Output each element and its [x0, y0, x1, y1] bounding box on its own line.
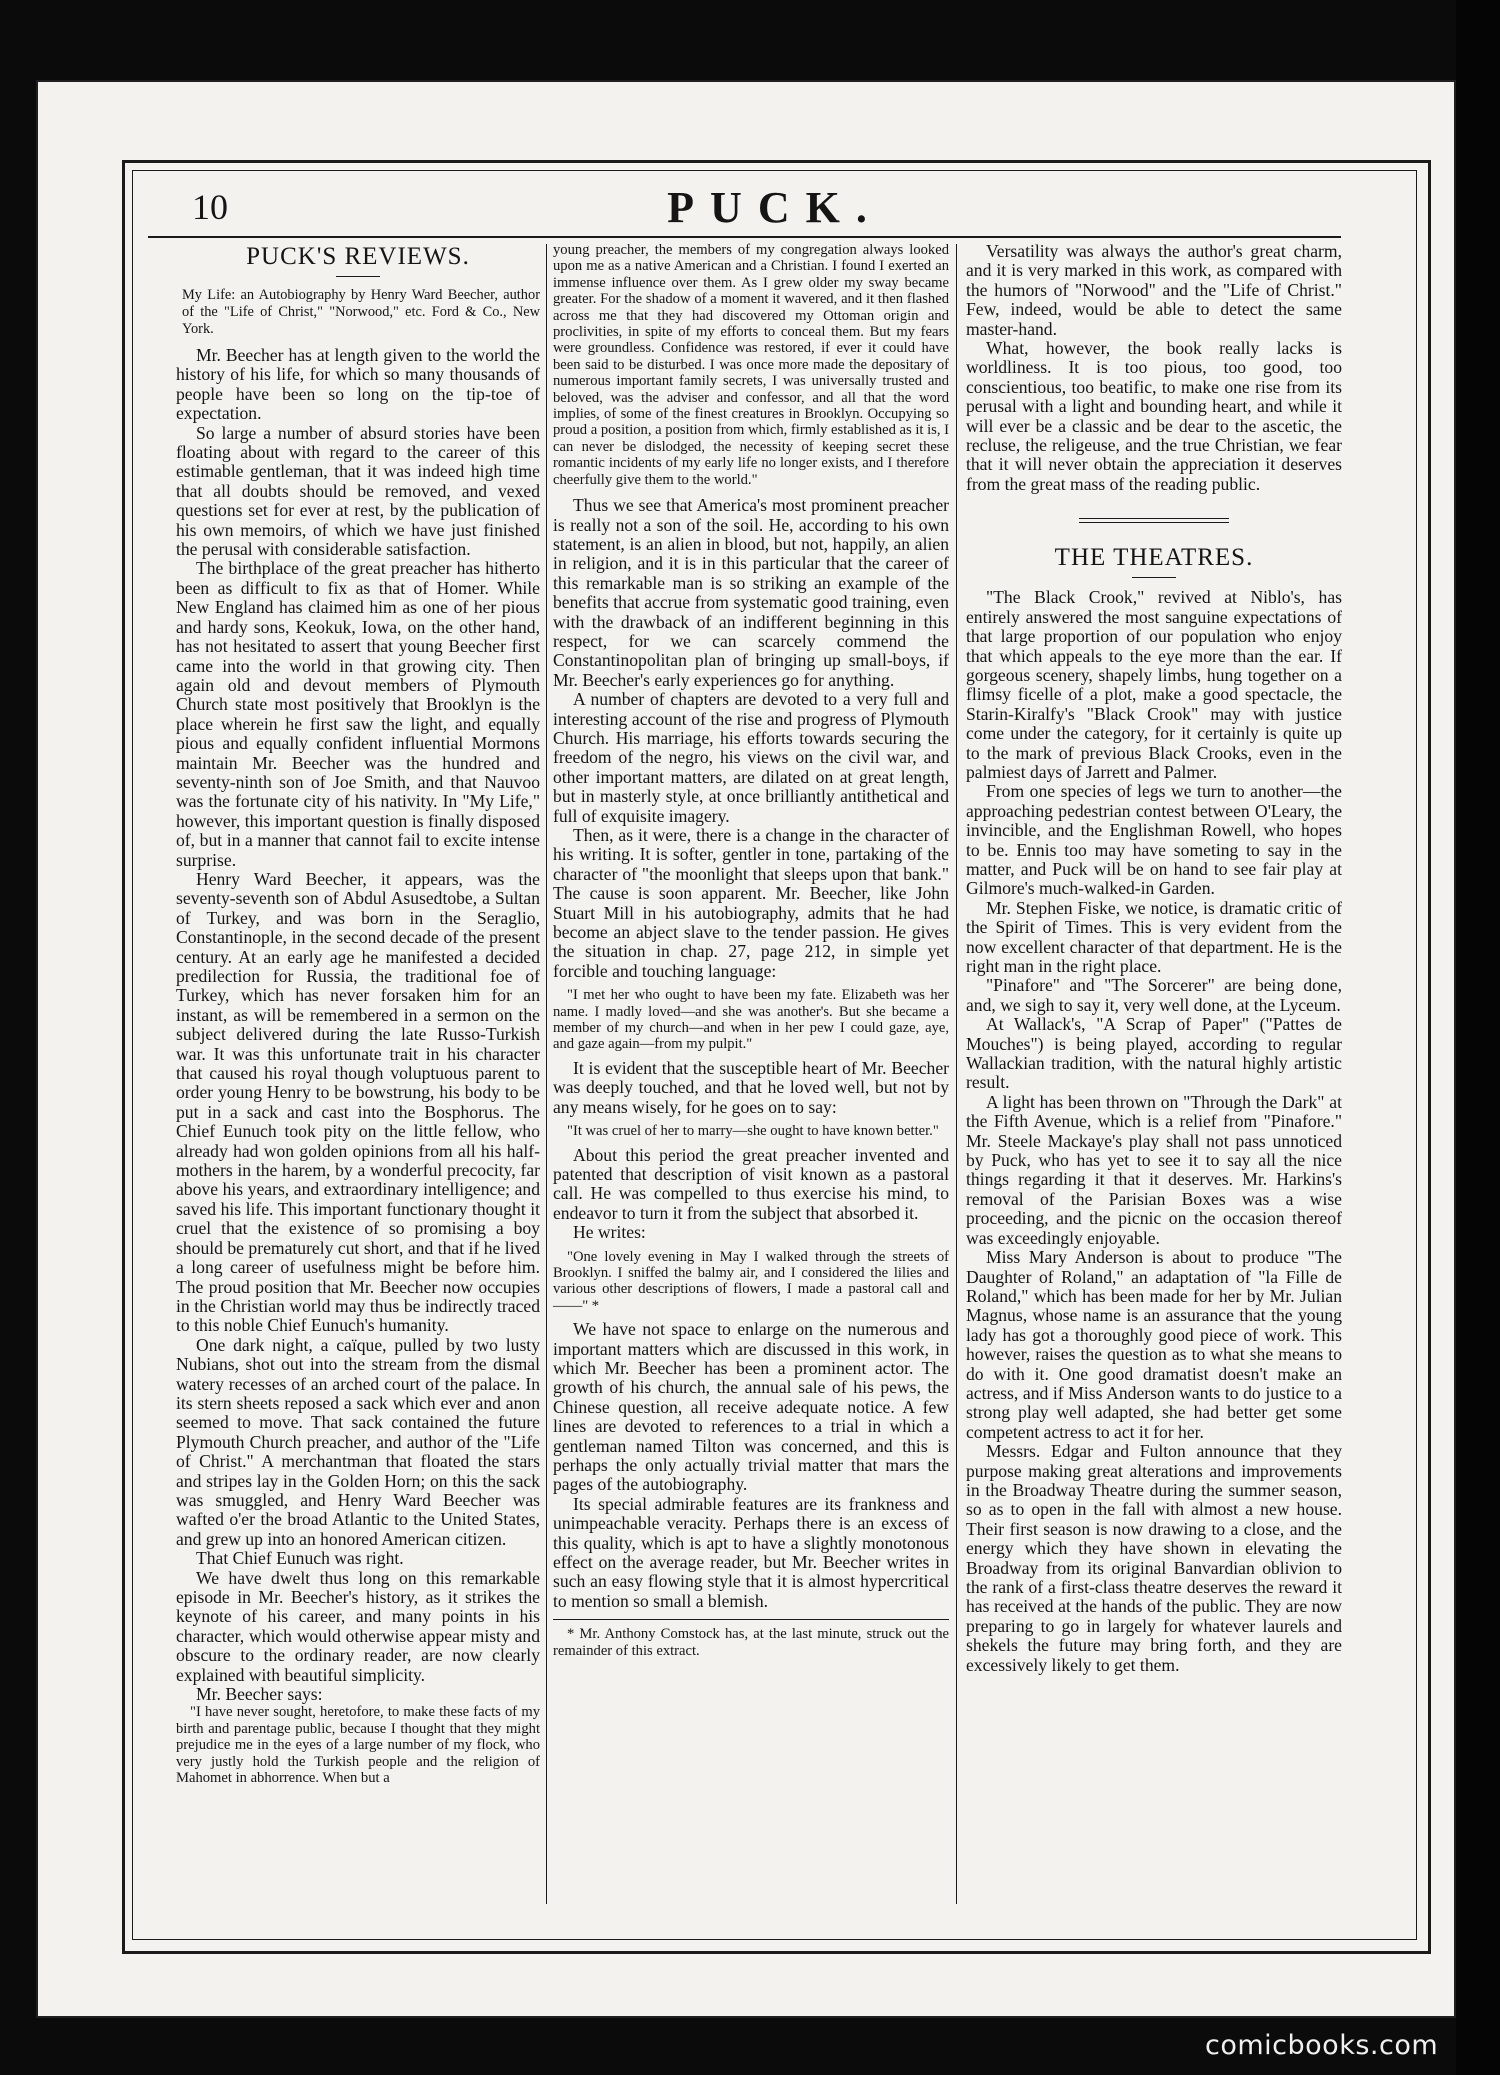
article-paragraph: Messrs. Edgar and Fulton announce that they purpose making great alterations and improvements in the Broadway Theatre during the summer season, so as to open in the fall with almost a new house. Their first season is now drawing to a close, and the energy which they have shown in elevating the Broadway from its original Banvardian oblivion to the rank of a first-class theatre deserves the reward it has received at the hands of the public. They are now preparing to go in largely for whatever laurels and shekels the future may bring forth, and they are excessively likely to get them. [966, 1441, 1342, 1675]
article-paragraph: Miss Mary Anderson is about to produce "The Daughter of Roland," an adaptation of "la Fille de Roland," which has been made for her by Mr. Julian Magnus, whose name is an assurance that the young lady has got a thoroughly good piece of work. This however, raises the question as to what she means to do with it. One good dramatist doesn't make an actress, and if Miss Anderson wants to do justice to a strong play well adapted, she had better get some competent actress to act it for her. [966, 1247, 1342, 1442]
article-paragraph: He writes: [573, 1222, 646, 1243]
article-paragraph: Henry Ward Beecher, it appears, was the seventy-seventh son of Abdul Asusedtobe, a Sultan of Turkey, and was born in the Seraglio, Constantinople, in the second decade of the present century. At an early age he manifested a decided predilection for Russia, the traditional foe of Turkey, which has never forsaken him for an instant, as will be remembered in a sermon on the subject delivered during the late Russo-Turkish war. It was this unfortunate trait in his character that caused his royal though voluptuous parent to order young Henry to be bowstrung, his body to be put in a sack and cast into the Bosphorus. The Chief Eunuch took pity on the little fellow, who already had won golden opinions from all his half-mothers in the harem, by a wonderful precocity, far above his years, and extraordinary intelligence; and saved his life. This important functionary thought it cruel that the existence of so promising a boy should be prematurely cut short, and that if he lived a long career of usefulness might be before him. The proud position that Mr. Beecher now occupies in the Christian world may thus be indirectly traced to this noble Chief Eunuch's humanity. [176, 868, 540, 1336]
article-paragraph: What, however, the book really lacks is worldliness. It is too pious, too good, too conscientious, too beatific, to make one rise from its perusal with a light and bounding heart, and while it will ever be a classic and be dear to the ascetic, the recluse, the religeuse, and the true Christian, we fear that it will never obtain the appreciation it deserves from the great mass of the reading public. [966, 338, 1342, 494]
title-rule [1132, 577, 1176, 578]
article-paragraph: At Wallack's, "A Scrap of Paper" ("Pattes de Mouches") is being played, according to regular Wallackian tradition, with the natural highly artistic result. [966, 1014, 1342, 1093]
article-paragraph: Thus we see that America's most prominent preacher is really not a son of the soil. He, according to his own statement, is an alien in blood, but not, happily, an alien in religion, and it is in this particular that the career of this remarkable man is so striking an example of the benefits that accrue from systematic good training, even with the drawback of an indifferent beginning in this respect, for we can scarcely commend the Constantinopolitan plan of bringing up small-boys, if Mr. Beecher's early experiences go for anything. [553, 495, 949, 690]
article-paragraph: Mr. Stephen Fiske, we notice, is dramatic critic of the Spirit of Times. This is very evident from the now excellent character of that department. He is the right man in the right place. [966, 897, 1342, 976]
section-title-reviews: PUCK'S REVIEWS. [246, 243, 470, 270]
article-paragraph: From one species of legs we turn to another—the approaching pedestrian contest between O'Leary, the invincible, and the Englishman Rowell, who hopes to be. Ennis too may have someting to say in the matter, and Puck will be on hand to see fair play at Gilmore's much-walked-in Garden. [966, 781, 1342, 899]
watermark-text: comicbooks.com [1205, 2030, 1439, 2061]
article-paragraph: We have dwelt thus long on this remarkable episode in Mr. Beecher's history, as it strikes the keynote of his career, and many points in his character, which would otherwise appear misty and obscure to the ordinary reader, are now clearly explained with beautiful simplicity. [176, 1567, 540, 1685]
article-paragraph: A light has been thrown on "Through the Dark" at the Fifth Avenue, which is a relief from "Pinafore." Mr. Steele Mackaye's play shall not pass unnoticed by Puck, who has yet to see it to say all the nice things regarding it that it deserves. Mr. Harkins's removal of the Parisian Boxes was a wise proceeding, and the picnic on the occasion thereof was exceedingly enjoyable. [966, 1091, 1342, 1248]
column-3 [966, 242, 1342, 1675]
article-paragraph: Then, as it were, there is a change in the character of his writing. It is softer, gentler in tone, partaking of the character of "the moonlight that sleeps upon that bank." The cause is soon apparent. Mr. Beecher, like John Stuart Mill in his autobiography, admits that he had become an abject slave to the tender passion. He gives the situation in chap. 27, page 212, in simple yet forcible and touching language: [553, 825, 949, 981]
article-paragraph: "Pinafore" and "The Sorcerer" are being done, and, we sigh to say it, very well done, at the Lyceum. [966, 975, 1342, 1015]
article-paragraph: Mr. Beecher has at length given to the world the history of his life, for which so many thousands of people have been so long on the tip-toe of expectation. [176, 345, 540, 424]
block-quote-continued: young preacher, the members of my congregation always looked upon me as a native American and a Christian. I found I exerted an immense influence over them. As I grew older my sway became greater. For the shadow of a moment it wavered, and it then flashed across me that they had discovered my Ottoman origin and proclivities, in spite of my efforts to conceal them. But my fears were groundless. Confidence was restored, if ever it could have been said to be disturbed. I was once more made the depositary of numerous important family secrets, I was universally trusted and beloved, was the adviser and confessor, and all that the word implies, of some of the finest creatures in Brooklyn. Occupying so proud a position, a position from which, firmly established as it is, I can never be dislodged, the necessity of keeping secret these romantic incidents of my early life no longer exists, and I therefore cheerfully give them to the world." [553, 242, 950, 488]
article-paragraph: So large a number of absurd stories have been floating about with regard to the career of this estimable gentleman, that it was indeed high time that all doubts should be removed, and vexed questions set for ever at rest, by the publication of his own memoirs, of which we have just finished the perusal with considerable satisfaction. [176, 422, 540, 560]
section-title-theatres: THE THEATRES. [1054, 544, 1254, 572]
block-quote: "I met her who ought to have been my fate. Elizabeth was her name. I madly loved—and she was another's. But she became a member of my church—and when in her pew I could gaze, aye, and gaze again—from my pulpit." [553, 987, 949, 1053]
scan-edge [1456, 0, 1500, 2075]
article-paragraph: About this period the great preacher invented and patented that description of visit known as a pastoral call. He was compelled to thus exercise his mind, to endeavor to turn it from the subject that absorbed it. [553, 1144, 949, 1223]
column-divider-2 [956, 244, 957, 1904]
masthead-title: PUCK. [667, 183, 883, 232]
footnote-rule [553, 1619, 949, 1620]
article-paragraph: That Chief Eunuch was right. [196, 1548, 404, 1569]
title-rule [336, 276, 380, 277]
block-quote: "It was cruel of her to marry—she ought to have known better." [567, 1123, 939, 1140]
article-paragraph: The birthplace of the great preacher has hitherto been as difficult to fix as that of Homer. While New England has claimed him as one of her pious and hardy sons, Keokuk, Iowa, on the other hand, has not hesitated to assert that young Beecher first came into the world in that growing city. Then again old and devout members of Plymouth Church state most positively that Brooklyn is the place wherein he first saw the light, and equally pious and equally confident influential Mormons maintain Mr. Beecher was the hundred and seventy-ninth son of Joe Smith, and that Nauvoo was the fortunate city of his nativity. In "My Life," however, this important question is finally disposed of, but in a manner that cannot fail to excite intense surprise. [176, 558, 540, 870]
block-quote: "One lovely evening in May I walked through the streets of Brooklyn. I sniffed the balmy air, and I considered the lilies and various other descriptions of flowers, I made a pastoral call and ——" * [553, 1248, 949, 1314]
column-2 [553, 242, 949, 1659]
article-paragraph: Its special admirable features are its frankness and unimpeachable veracity. Perhaps there is an excess of this quality, which is apt to have a slightly monotonous effect on the average reader, but Mr. Beecher writes in such an easy flowing style that it is almost hypercritical to mention so small a blemish. [553, 1493, 949, 1611]
page-number: 10 [192, 187, 228, 227]
article-paragraph: It is evident that the susceptible heart of Mr. Beecher was deeply touched, and that he loved well, but not by any means wisely, for he goes on to say: [553, 1057, 949, 1117]
article-paragraph: A number of chapters are devoted to a very full and interesting account of the rise and progress of Plymouth Church. His marriage, his efforts towards securing the freedom of the negro, his views on the civil war, and other important matters, are dilated on at great length, but in masterly style, at once brilliantly antithetical and full of exquisite imagery. [553, 689, 949, 826]
book-byline: My Life: an Autobiography by Henry Ward Beecher, author of the "Life of Christ," "Norwood," etc. Ford & Co., New York. [182, 287, 540, 337]
article-paragraph: Mr. Beecher says: [196, 1684, 323, 1705]
article-paragraph: Versatility was always the author's great charm, and it is very marked in this work, as compared with the humors of "Norwood" and the "Life of Christ." Few, indeed, would be able to detect the same master-hand. [966, 241, 1342, 339]
column-1 [176, 242, 540, 1786]
article-paragraph: One dark night, a caïque, pulled by two lusty Nubians, shot out into the stream from the dismal watery recesses of an arched court of the palace. In its stern sheets reposed a sack which ever and anon seemed to move. That sack contained the future Plymouth Church preacher, and author of the "Life of Christ." A merchantman that floated the stars and stripes lay in the Golden Horn; on this the sack was smuggled, and Henry Ward Beecher was wafted o'er the broad Atlantic to the United States, and grew up into an honored American citizen. [176, 1334, 540, 1549]
footnote: * Mr. Anthony Comstock has, at the last minute, struck out the remainder of this extract. [553, 1626, 949, 1659]
header-rule [148, 236, 1341, 238]
article-paragraph: "The Black Crook," revived at Niblo's, has entirely answered the most sanguine expectations of that large proportion of our population who enjoy that which appeals to the eye more than the ear. If gorgeous scenery, shapely limbs, hung together on a flimsy ficelle of a plot, make a good spectacle, the Starin-Kiralfy's "Black Crook" may with justice come under the category, for it certainly is quite up to the mark of previous Black Crooks, even in the palmiest days of Jarrett and Palmer. [966, 587, 1342, 782]
page-header [140, 178, 1410, 238]
article-paragraph: We have not space to enlarge on the numerous and important matters which are discussed in this work, in which Mr. Beecher has been a prominent actor. The growth of his church, the annual sale of his pews, the Chinese question, all receive adequate notice. A few lines are devoted to references to a trial in which a gentleman named Tilton was concerned, and this is perhaps the only actually trivial matter that mars the pages of the autobiography. [553, 1319, 949, 1495]
section-divider [1079, 518, 1229, 523]
block-quote: "I have never sought, heretofore, to make these facts of my birth and parentage public, because I thought that they might prejudice me in the eyes of a large number of my flock, who very justly hold the Turkish people and the religion of Mahomet in abhorrence. When but a [176, 1704, 540, 1787]
column-divider-1 [546, 244, 547, 1904]
